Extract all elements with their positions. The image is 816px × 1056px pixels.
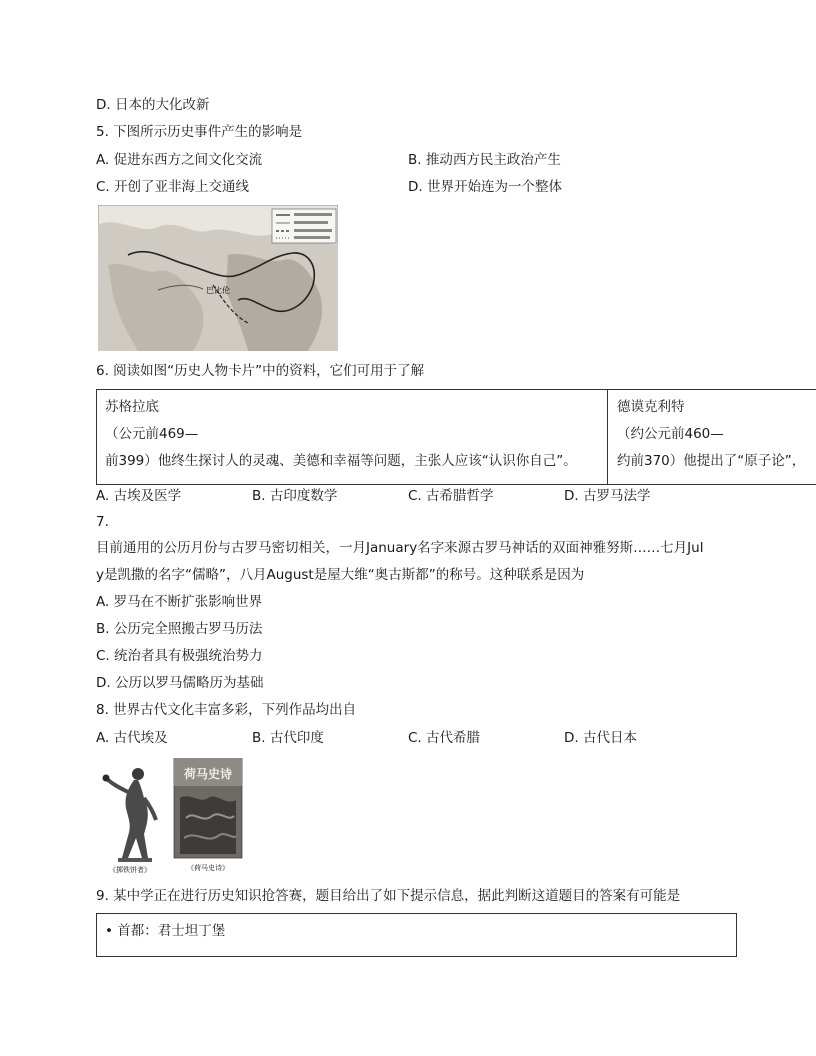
card-divider	[607, 390, 608, 484]
card-socrates-text: 前399）他终生探讨人的灵魂、美德和幸福等问题，主张人应该“认识你自己”。	[105, 453, 577, 469]
q9-hint-capital: • 首都：君士坦丁堡	[105, 923, 226, 939]
alexander-expedition-map	[98, 205, 338, 351]
q5-stem: 5. 下图所示历史事件产生的影响是	[96, 124, 303, 140]
card-democritus-name: 德谟克利特	[617, 399, 685, 415]
q6-stem: 6. 阅读如图“历史人物卡片”中的资料，它们可用于了解	[96, 363, 425, 379]
q7-number: 7.	[96, 514, 109, 530]
q6-option-b: B. 古印度数学	[252, 488, 338, 504]
discobolus-caption: 《掷铁饼者》	[109, 866, 151, 874]
q6-option-a: A. 古埃及医学	[96, 488, 182, 504]
card-democritus-text: 约前370）他提出了“原子论”，	[617, 453, 806, 469]
book-cover-title: 荷马史诗	[183, 767, 233, 781]
q7-option-c: C. 统治者具有极强统治势力	[96, 648, 263, 664]
historical-figure-cards	[96, 389, 816, 485]
q9-stem: 9. 某中学正在进行历史知识抢答赛，题目给出了如下提示信息，据此判断这道题目的答案有可能是	[96, 888, 681, 904]
q5-option-b: B. 推动西方民主政治产生	[408, 152, 561, 168]
q8-stem: 8. 世界古代文化丰富多彩，下列作品均出自	[96, 702, 357, 718]
q7-option-a: A. 罗马在不断扩张影响世界	[96, 594, 263, 610]
discobolus-statue-image	[98, 762, 162, 874]
q5-option-a: A. 促进东西方之间文化交流	[96, 152, 263, 168]
q4-option-d: D. 日本的大化改新	[96, 97, 210, 113]
card-democritus-dates: （约公元前460—	[617, 426, 724, 442]
q8-option-a: A. 古代埃及	[96, 730, 168, 746]
q6-option-c: C. 古希腊哲学	[408, 488, 494, 504]
q9-hint-box	[96, 913, 737, 957]
q7-line2: y是凯撒的名字“儒略”，八月August是屋大维“奥古斯都”的称号。这种联系是因为	[96, 567, 585, 583]
q8-option-c: C. 古代希腊	[408, 730, 481, 746]
homeric-epics-caption: 《荷马史诗》	[187, 864, 229, 872]
q7-option-d: D. 公历以罗马儒略历为基础	[96, 675, 264, 691]
homeric-epics-book-image	[172, 758, 244, 874]
card-socrates-name: 苏格拉底	[105, 399, 159, 415]
q5-option-d: D. 世界开始连为一个整体	[408, 179, 562, 195]
q7-line1: 目前通用的公历月份与古罗马密切相关，一月January名字来源古罗马神话的双面神雅努斯……七月Jul	[96, 540, 704, 556]
q8-option-d: D. 古代日本	[564, 730, 637, 746]
map-label-babylon: 巴比伦	[206, 286, 230, 295]
q8-option-b: B. 古代印度	[252, 730, 324, 746]
q7-option-b: B. 公历完全照搬古罗马历法	[96, 621, 263, 637]
q5-option-c: C. 开创了亚非海上交通线	[96, 179, 250, 195]
q6-option-d: D. 古罗马法学	[564, 488, 651, 504]
card-socrates-dates: （公元前469—	[105, 426, 199, 442]
